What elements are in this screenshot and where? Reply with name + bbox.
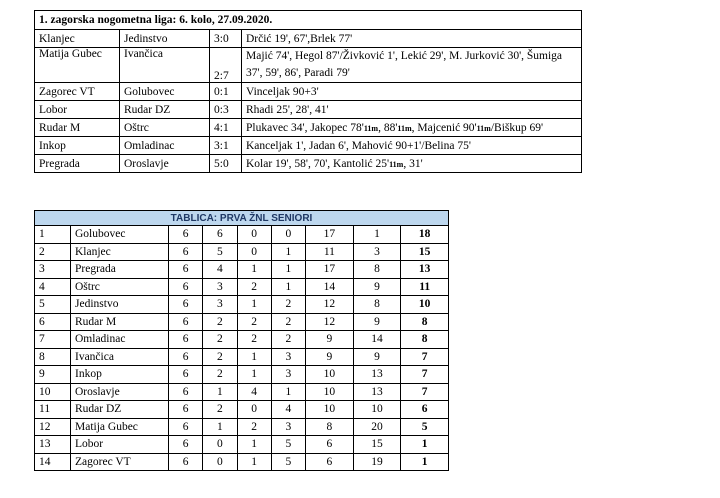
draws: 1 xyxy=(237,436,271,454)
home-team: Rudar M xyxy=(35,119,120,137)
standings-row xyxy=(35,401,449,419)
points: 8 xyxy=(401,313,449,331)
draws: 1 xyxy=(237,453,271,471)
draws: 0 xyxy=(237,243,271,261)
match-scorers: Drčić 19', 67',Brlek 77' xyxy=(242,30,582,48)
played: 6 xyxy=(169,383,203,401)
goals-for: 14 xyxy=(306,278,354,296)
rank: 10 xyxy=(35,383,71,401)
draws: 0 xyxy=(237,226,271,244)
standings-row xyxy=(35,278,449,296)
match-scorers: Kolar 19', 58', 70', Kantolić 25'11m, 31' xyxy=(242,155,582,173)
wins: 5 xyxy=(203,243,237,261)
goals-for: 6 xyxy=(306,436,354,454)
points: 1 xyxy=(401,436,449,454)
home-team: Klanjec xyxy=(35,30,120,48)
goals-for: 10 xyxy=(306,401,354,419)
home-team: Pregrada xyxy=(35,155,120,173)
match-score: 3:1 xyxy=(210,137,242,155)
rank: 9 xyxy=(35,366,71,384)
goals-for: 9 xyxy=(306,348,354,366)
match-row xyxy=(35,119,582,137)
match-scorers: Rhadi 25', 28', 41' xyxy=(242,101,582,119)
away-team: Jedinstvo xyxy=(120,30,210,48)
home-team: Matija Gubec xyxy=(35,48,120,83)
match-row xyxy=(35,48,582,83)
points: 8 xyxy=(401,331,449,349)
standings-row xyxy=(35,383,449,401)
goals-for: 10 xyxy=(306,383,354,401)
team-name: Rudar DZ xyxy=(71,401,169,419)
losses: 1 xyxy=(271,243,305,261)
match-score: 0:3 xyxy=(210,101,242,119)
goals-against: 3 xyxy=(353,243,401,261)
standings-body xyxy=(35,226,449,471)
match-scorers: Kanceljak 1', Jadan 6', Mahović 90+1'/Belina 75' xyxy=(242,137,582,155)
goals-for: 12 xyxy=(306,296,354,314)
wins: 4 xyxy=(203,261,237,279)
home-team: Lobor xyxy=(35,101,120,119)
team-name: Klanjec xyxy=(71,243,169,261)
goals-for: 6 xyxy=(306,453,354,471)
match-row xyxy=(35,155,582,173)
standings-row xyxy=(35,296,449,314)
away-team: Oroslavje xyxy=(120,155,210,173)
goals-against: 13 xyxy=(353,366,401,384)
match-scorers: Plukavec 34', Jakopec 78'11m, 88'11m, Majcenić 90'11m/Biškup 69' xyxy=(242,119,582,137)
losses: 3 xyxy=(271,366,305,384)
played: 6 xyxy=(169,313,203,331)
match-score: 2:7 xyxy=(210,48,242,83)
wins: 0 xyxy=(203,453,237,471)
match-row xyxy=(35,101,582,119)
draws: 1 xyxy=(237,261,271,279)
standings-row xyxy=(35,243,449,261)
match-scorers: Majić 74', Hegol 87'/Živković 1', Lekić 29', M. Jurković 30', Šumiga 37', 59', 86', Paradi 79' xyxy=(242,48,582,83)
goals-against: 20 xyxy=(353,418,401,436)
goals-for: 8 xyxy=(306,418,354,436)
points: 7 xyxy=(401,348,449,366)
losses: 0 xyxy=(271,226,305,244)
standings-table xyxy=(34,210,449,471)
standings-row xyxy=(35,453,449,471)
wins: 1 xyxy=(203,418,237,436)
rank: 11 xyxy=(35,401,71,419)
draws: 0 xyxy=(237,401,271,419)
team-name: Ivančica xyxy=(71,348,169,366)
losses: 5 xyxy=(271,436,305,454)
draws: 1 xyxy=(237,348,271,366)
rank: 8 xyxy=(35,348,71,366)
goals-for: 10 xyxy=(306,366,354,384)
points: 18 xyxy=(401,226,449,244)
match-row xyxy=(35,137,582,155)
draws: 1 xyxy=(237,366,271,384)
draws: 2 xyxy=(237,418,271,436)
goals-for: 9 xyxy=(306,331,354,349)
away-team: Oštrc xyxy=(120,119,210,137)
draws: 4 xyxy=(237,383,271,401)
points: 1 xyxy=(401,453,449,471)
rank: 7 xyxy=(35,331,71,349)
team-name: Omladinac xyxy=(71,331,169,349)
played: 6 xyxy=(169,296,203,314)
rank: 5 xyxy=(35,296,71,314)
results-table xyxy=(34,10,582,173)
rank: 12 xyxy=(35,418,71,436)
played: 6 xyxy=(169,331,203,349)
losses: 1 xyxy=(271,383,305,401)
wins: 2 xyxy=(203,401,237,419)
standings-row xyxy=(35,331,449,349)
points: 11 xyxy=(401,278,449,296)
team-name: Oroslavje xyxy=(71,383,169,401)
goals-against: 9 xyxy=(353,278,401,296)
match-score: 0:1 xyxy=(210,83,242,101)
losses: 1 xyxy=(271,278,305,296)
losses: 3 xyxy=(271,418,305,436)
goals-against: 9 xyxy=(353,348,401,366)
match-score: 5:0 xyxy=(210,155,242,173)
goals-against: 8 xyxy=(353,296,401,314)
goals-for: 11 xyxy=(306,243,354,261)
rank: 3 xyxy=(35,261,71,279)
goals-against: 9 xyxy=(353,313,401,331)
home-team: Inkop xyxy=(35,137,120,155)
losses: 3 xyxy=(271,348,305,366)
played: 6 xyxy=(169,436,203,454)
played: 6 xyxy=(169,418,203,436)
team-name: Jedinstvo xyxy=(71,296,169,314)
goals-for: 17 xyxy=(306,226,354,244)
standings-row xyxy=(35,226,449,244)
team-name: Oštrc xyxy=(71,278,169,296)
goals-against: 13 xyxy=(353,383,401,401)
draws: 1 xyxy=(237,296,271,314)
points: 7 xyxy=(401,383,449,401)
goals-against: 10 xyxy=(353,401,401,419)
standings-title-row xyxy=(35,211,449,226)
played: 6 xyxy=(169,348,203,366)
played: 6 xyxy=(169,261,203,279)
match-row xyxy=(35,30,582,48)
wins: 2 xyxy=(203,348,237,366)
goals-against: 14 xyxy=(353,331,401,349)
played: 6 xyxy=(169,453,203,471)
match-scorers: Vinceljak 90+3' xyxy=(242,83,582,101)
draws: 2 xyxy=(237,313,271,331)
losses: 5 xyxy=(271,453,305,471)
standings-title: TABLICA: PRVA ŽNL SENIORI xyxy=(35,211,449,226)
standings-row xyxy=(35,436,449,454)
losses: 4 xyxy=(271,401,305,419)
rank: 6 xyxy=(35,313,71,331)
goals-for: 17 xyxy=(306,261,354,279)
points: 5 xyxy=(401,418,449,436)
team-name: Golubovec xyxy=(71,226,169,244)
away-team: Omladinac xyxy=(120,137,210,155)
played: 6 xyxy=(169,278,203,296)
losses: 1 xyxy=(271,261,305,279)
team-name: Inkop xyxy=(71,366,169,384)
rank: 4 xyxy=(35,278,71,296)
points: 7 xyxy=(401,366,449,384)
wins: 2 xyxy=(203,366,237,384)
standings-row xyxy=(35,418,449,436)
rank: 1 xyxy=(35,226,71,244)
results-title: 1. zagorska nogometna liga: 6. kolo, 27.09.2020. xyxy=(35,11,582,30)
team-name: Rudar M xyxy=(71,313,169,331)
standings-row xyxy=(35,366,449,384)
points: 15 xyxy=(401,243,449,261)
wins: 2 xyxy=(203,331,237,349)
team-name: Zagorec VT xyxy=(71,453,169,471)
draws: 2 xyxy=(237,331,271,349)
goals-against: 8 xyxy=(353,261,401,279)
away-team: Ivančica xyxy=(120,48,210,83)
rank: 2 xyxy=(35,243,71,261)
wins: 2 xyxy=(203,313,237,331)
standings-row xyxy=(35,313,449,331)
played: 6 xyxy=(169,366,203,384)
played: 6 xyxy=(169,226,203,244)
goals-against: 19 xyxy=(353,453,401,471)
losses: 2 xyxy=(271,313,305,331)
standings-row xyxy=(35,261,449,279)
wins: 6 xyxy=(203,226,237,244)
team-name: Lobor xyxy=(71,436,169,454)
played: 6 xyxy=(169,401,203,419)
played: 6 xyxy=(169,243,203,261)
points: 6 xyxy=(401,401,449,419)
standings-row xyxy=(35,348,449,366)
goals-against: 15 xyxy=(353,436,401,454)
losses: 2 xyxy=(271,331,305,349)
points: 10 xyxy=(401,296,449,314)
match-row xyxy=(35,83,582,101)
losses: 2 xyxy=(271,296,305,314)
goals-against: 1 xyxy=(353,226,401,244)
wins: 1 xyxy=(203,383,237,401)
match-score: 3:0 xyxy=(210,30,242,48)
team-name: Matija Gubec xyxy=(71,418,169,436)
wins: 0 xyxy=(203,436,237,454)
rank: 14 xyxy=(35,453,71,471)
draws: 2 xyxy=(237,278,271,296)
away-team: Rudar DZ xyxy=(120,101,210,119)
rank: 13 xyxy=(35,436,71,454)
points: 13 xyxy=(401,261,449,279)
wins: 3 xyxy=(203,278,237,296)
match-score: 4:1 xyxy=(210,119,242,137)
results-title-row xyxy=(35,11,582,30)
team-name: Pregrada xyxy=(71,261,169,279)
home-team: Zagorec VT xyxy=(35,83,120,101)
away-team: Golubovec xyxy=(120,83,210,101)
goals-for: 12 xyxy=(306,313,354,331)
wins: 3 xyxy=(203,296,237,314)
